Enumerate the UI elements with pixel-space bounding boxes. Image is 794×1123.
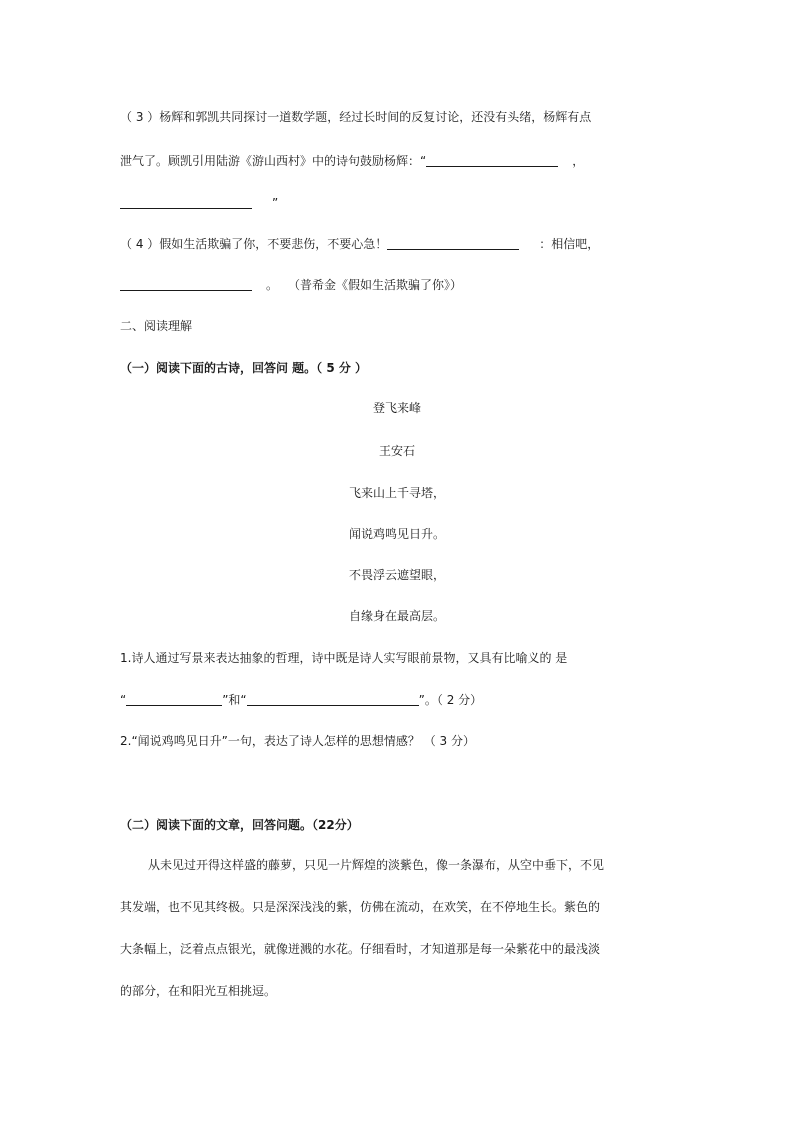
q4-blank-2[interactable] [120,278,252,291]
poem-author: 王安石 [378,444,415,458]
part1-q2: 2.“闻说鸡鸣见日升”一句，表达了诗人怎样的思想情感？ （ 3 分） [120,734,475,748]
q1-score: ”。（ 2 分） [418,693,483,707]
q3-comma: ， [572,154,585,168]
q1-blank-2[interactable] [247,693,419,706]
q4-line-1-tail: ：相信吧， [539,237,600,251]
part1-heading: （一）阅读下面的古诗，回答问 题。（ 5 分 ） [120,361,368,375]
q4-line-1 [120,236,599,252]
poem-line-3: 不畏浮云遮望眼， [348,568,445,582]
paragraph-line-3: 大条幅上，泛着点点银光，就像迸溅的水花。仔细看时，才知道那是每一朵紫花中的最浅淡 [120,942,601,956]
part1-q1-line-2 [120,692,482,708]
part1-q1-line-1: 1.诗人通过写景来表达抽象的哲理，诗中既是诗人实写眼前景物，又具有比喻义的 是 [120,651,568,665]
paragraph-line-4: 的部分，在和阳光互相挑逗。 [120,984,277,998]
q3-blank-1[interactable] [426,154,558,167]
q4-period: 。 [266,278,279,292]
q4-blank-1[interactable] [387,237,519,250]
q4-line-1-text: （ 4 ）假如生活欺骗了你，不要悲伤，不要心急！ [120,237,388,251]
q3-line-2 [120,153,584,169]
q4-source: （普希金《假如生活欺骗了你》） [288,278,463,292]
q4-line-2 [120,277,462,293]
section-title: 二、阅读理解 [120,319,193,333]
q3-close-quote: ” [272,196,279,210]
q3-blank-2[interactable] [120,196,252,209]
q3-line-2-text: 泄气了。顾凯引用陆游《游山西村》中的诗句鼓励杨辉：“ [120,154,427,168]
q1-blank-1[interactable] [126,693,222,706]
q3-line-3 [120,195,278,211]
poem-line-1: 飞来山上千寻塔， [348,486,445,500]
q1-open-quote: “ [120,693,127,707]
paragraph-line-1: 从未见过开得这样盛的藤萝，只见一片辉煌的淡紫色，像一条瀑布，从空中垂下，不见 [148,858,605,872]
q3-line-1: （ 3 ）杨辉和郭凯共同探讨一道数学题，经过长时间的反复讨论，还没有头绪，杨辉有点 [120,110,592,124]
paragraph-line-2: 其发端，也不见其终极。只是深深浅浅的紫，仿佛在流动，在欢笑，在不停地生长。紫色的 [120,900,601,914]
q1-and: ”和“ [222,693,247,707]
poem-title: 登飞来峰 [372,401,421,415]
poem-line-2: 闻说鸡鸣见日升。 [348,527,445,541]
part2-heading: （二）阅读下面的文章，回答问题。（22分） [120,818,359,832]
poem-line-4: 自缘身在最高层。 [348,609,445,623]
